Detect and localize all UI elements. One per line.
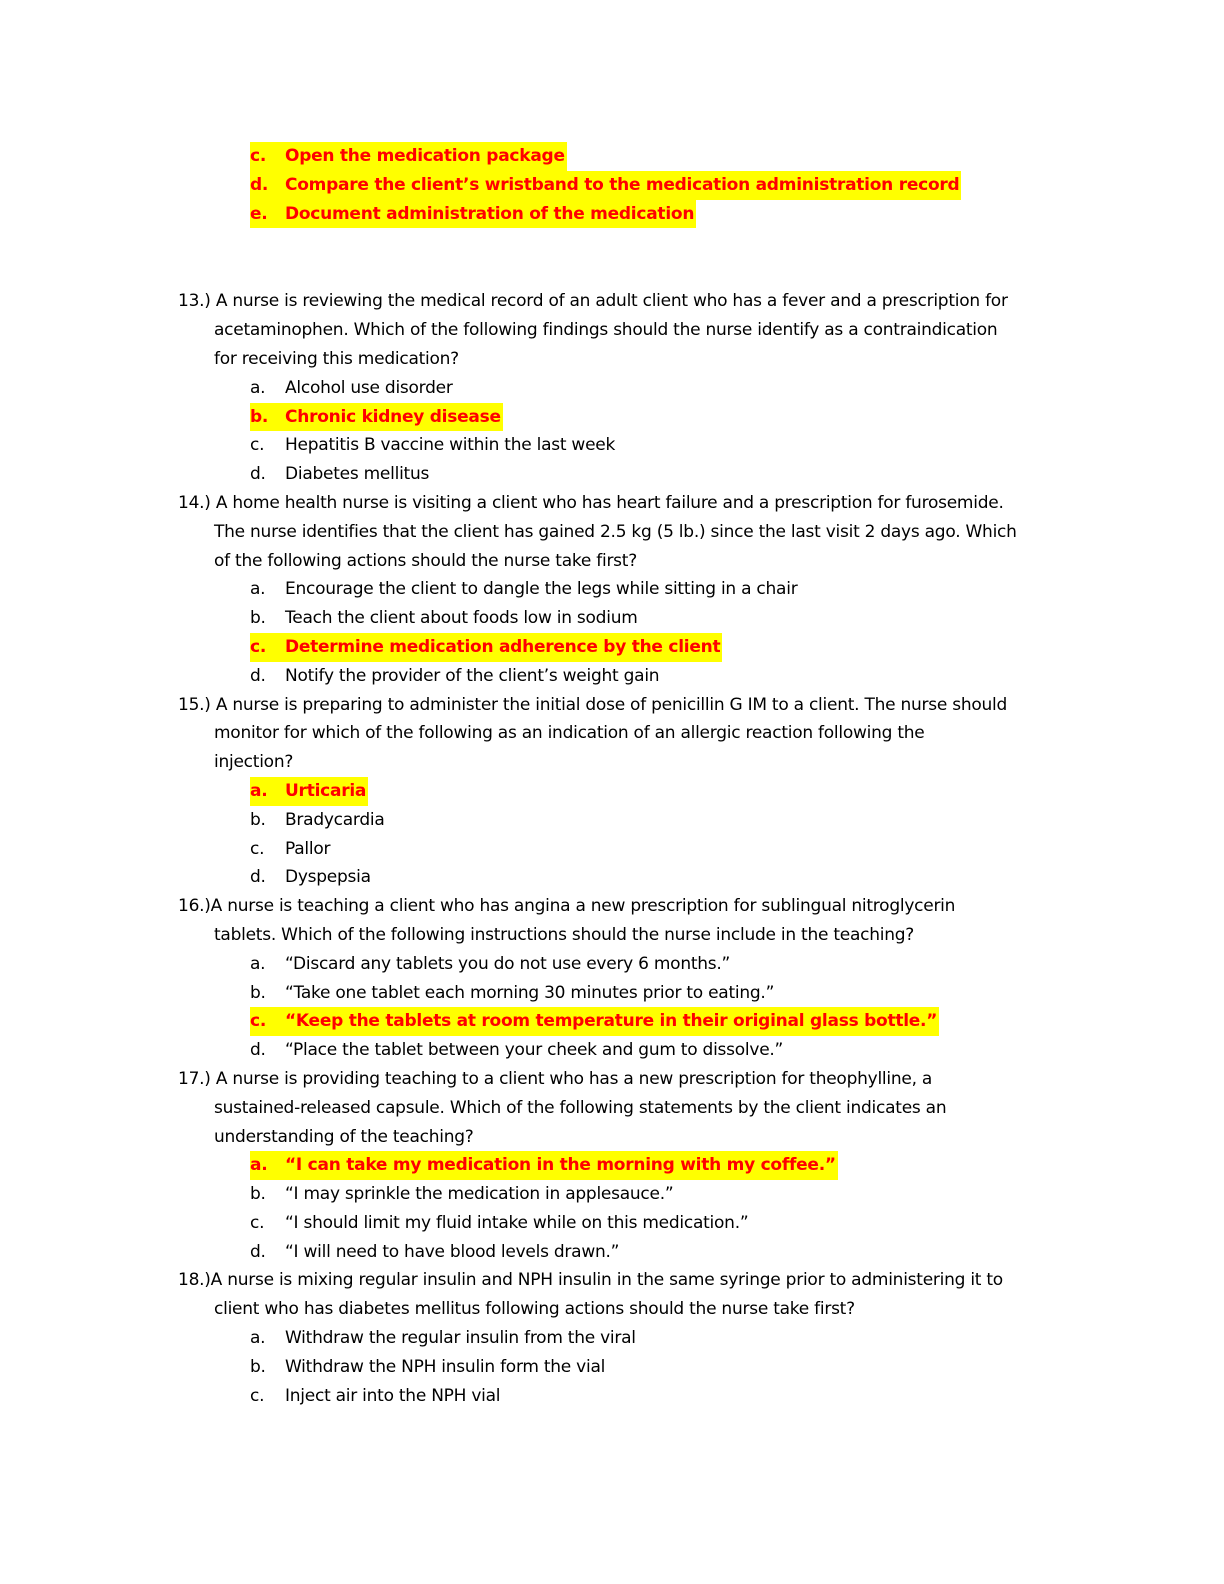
question-stem: injection? bbox=[214, 752, 294, 773]
answer-option bbox=[0, 171, 1224, 200]
answer-option: d. “Place the tablet between your cheek and gum to dissolve.” bbox=[250, 1040, 784, 1061]
question-stem: understanding of the teaching? bbox=[214, 1126, 474, 1147]
question-stem: 17.) A nurse is providing teaching to a client who has a new prescription for theophylline, a bbox=[178, 1068, 933, 1089]
highlighted-answer: c. Open the medication package bbox=[250, 142, 567, 171]
question-stem: 15.) A nurse is preparing to administer the initial dose of penicillin G IM to a client. The nurse should bbox=[178, 694, 1008, 715]
answer-option: a. Alcohol use disorder bbox=[250, 377, 453, 398]
highlighted-answer: a. Urticaria bbox=[250, 777, 368, 806]
answer-option: d. Dyspepsia bbox=[250, 867, 371, 888]
answer-option bbox=[0, 777, 1224, 806]
question-stem: sustained-released capsule. Which of the following statements by the client indicates an bbox=[214, 1097, 947, 1118]
answer-option: c. Pallor bbox=[250, 838, 331, 859]
answer-option: c. Hepatitis B vaccine within the last week bbox=[250, 435, 616, 456]
document-body bbox=[0, 142, 1224, 1410]
question-15 bbox=[0, 691, 1224, 893]
question-stem: of the following actions should the nurse take first? bbox=[214, 550, 637, 571]
highlighted-answer: c. “Keep the tablets at room temperature in their original glass bottle.” bbox=[250, 1007, 939, 1036]
question-14 bbox=[0, 489, 1224, 691]
question-stem: for receiving this medication? bbox=[214, 348, 459, 369]
question-18 bbox=[0, 1266, 1224, 1410]
highlighted-answer: c. Determine medication adherence by the client bbox=[250, 633, 722, 662]
question-stem: acetaminophen. Which of the following findings should the nurse identify as a contraindication bbox=[214, 320, 998, 341]
highlighted-answer: b. Chronic kidney disease bbox=[250, 403, 503, 432]
answer-option bbox=[0, 403, 1224, 432]
question-stem: tablets. Which of the following instructions should the nurse include in the teaching? bbox=[214, 924, 915, 945]
question-stem: 16.)A nurse is teaching a client who has angina a new prescription for sublingual nitroglycerin bbox=[178, 896, 956, 917]
answer-option: b. “Take one tablet each morning 30 minutes prior to eating.” bbox=[250, 982, 775, 1003]
answer-option: a. Withdraw the regular insulin from the viral bbox=[250, 1328, 636, 1349]
answer-option: c. Inject air into the NPH vial bbox=[250, 1385, 501, 1406]
answer-option: b. “I may sprinkle the medication in applesauce.” bbox=[250, 1184, 674, 1205]
question-stem: client who has diabetes mellitus following actions should the nurse take first? bbox=[214, 1299, 855, 1320]
question-17 bbox=[0, 1065, 1224, 1267]
highlighted-answer: a. “I can take my medication in the morning with my coffee.” bbox=[250, 1151, 838, 1180]
question-16 bbox=[0, 892, 1224, 1065]
spacer bbox=[0, 228, 1224, 272]
answer-option: d. Diabetes mellitus bbox=[250, 464, 430, 485]
answer-option: b. Bradycardia bbox=[250, 809, 385, 830]
answer-option bbox=[0, 200, 1224, 229]
answer-option: a. Encourage the client to dangle the legs while sitting in a chair bbox=[250, 579, 798, 600]
highlighted-answer: d. Compare the client’s wristband to the medication administration record bbox=[250, 171, 961, 200]
question-13 bbox=[0, 287, 1224, 489]
answer-option bbox=[0, 142, 1224, 171]
answer-option: d. “I will need to have blood levels drawn.” bbox=[250, 1241, 620, 1262]
question-stem: The nurse identifies that the client has gained 2.5 kg (5 lb.) since the last visit 2 days ago. Which bbox=[214, 521, 1017, 542]
answer-option: a. “Discard any tablets you do not use every 6 months.” bbox=[250, 953, 731, 974]
answer-option: c. “I should limit my fluid intake while on this medication.” bbox=[250, 1212, 749, 1233]
answer-option: b. Withdraw the NPH insulin form the vial bbox=[250, 1356, 606, 1377]
question-stem: 13.) A nurse is reviewing the medical record of an adult client who has a fever and a prescription for bbox=[178, 291, 1008, 312]
question-stem: monitor for which of the following as an indication of an allergic reaction following the bbox=[214, 723, 925, 744]
question-stem: 18.)A nurse is mixing regular insulin and NPH insulin in the same syringe prior to administering it to bbox=[178, 1270, 1003, 1291]
answer-option bbox=[0, 1007, 1224, 1036]
question-stem: 14.) A home health nurse is visiting a client who has heart failure and a prescription for furosemide. bbox=[178, 492, 1004, 513]
previous-question-options bbox=[0, 142, 1224, 228]
answer-option bbox=[0, 1151, 1224, 1180]
answer-option: d. Notify the provider of the client’s weight gain bbox=[250, 665, 660, 686]
highlighted-answer: e. Document administration of the medication bbox=[250, 200, 696, 229]
answer-option bbox=[0, 633, 1224, 662]
answer-option: b. Teach the client about foods low in sodium bbox=[250, 608, 638, 629]
